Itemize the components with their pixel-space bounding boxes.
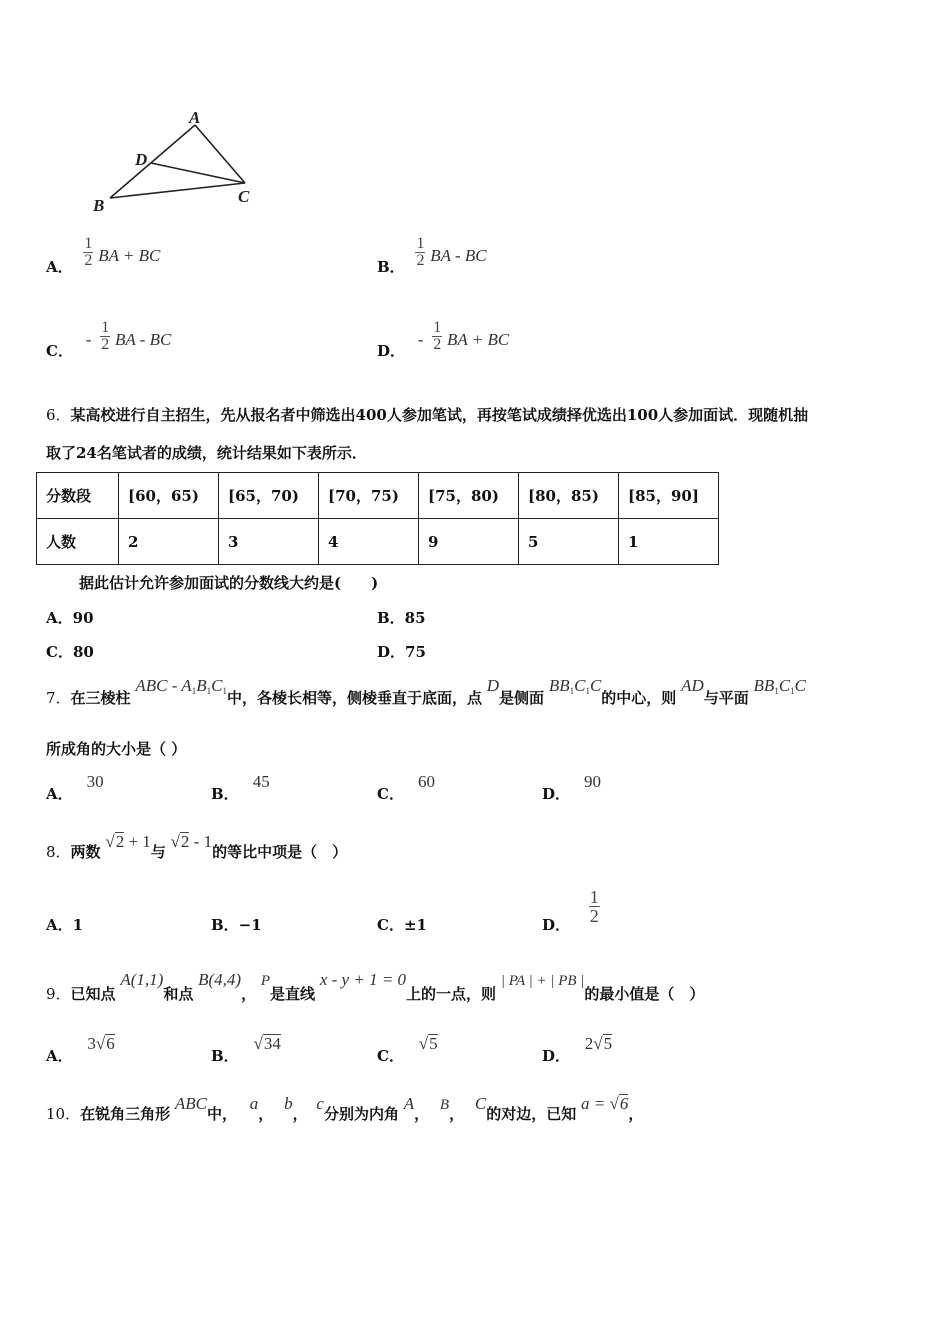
q7-option-b[interactable]: B．45: [211, 772, 270, 803]
vector-expr: BA - BC: [430, 246, 487, 265]
triangle-figure: [85, 105, 275, 225]
side-c: c: [316, 1094, 324, 1113]
q9-option-c[interactable]: C． √5: [377, 1034, 438, 1065]
q6-option-a[interactable]: A．90: [46, 609, 94, 627]
line-ad: AD: [681, 676, 704, 695]
question-number: 8．: [46, 843, 71, 861]
table-cell: [75，80): [419, 473, 519, 519]
table-row: [37, 519, 719, 565]
triangle-name: ABC: [174, 1094, 207, 1113]
fraction: $\frac{1}{2}$: [416, 235, 425, 269]
table-cell: 3: [219, 519, 319, 565]
plane-name: $BB_1C_1C$: [753, 676, 807, 696]
q10-text: 10．在锐角三角形 ABC中， a， b， c分别为内角 A， B， C的对边，已知 a = √6，: [46, 1094, 644, 1123]
side-a: a: [249, 1094, 259, 1113]
minus-sign: -: [417, 330, 424, 349]
q8-option-d[interactable]: D． $\frac{1}{2}$: [542, 887, 599, 934]
distance-expr: | PA | + | PB |: [500, 973, 585, 989]
q6-text-line1: 6．某高校进行自主招生，先从报名者中筛选出400人参加笔试，再按笔试成绩择优选出100人参加面试．现随机抽: [46, 406, 809, 424]
table-row: [37, 473, 719, 519]
q7-text-line2: 所成角的大小是（ ）: [46, 740, 187, 758]
line-equation: x - y + 1 = 0: [319, 970, 407, 989]
table-cell: [70，75): [319, 473, 419, 519]
side-b: b: [284, 1094, 293, 1113]
point-a: A(1,1): [120, 970, 164, 989]
question-number: 10．: [46, 1105, 81, 1123]
table-cell: 9: [419, 519, 519, 565]
vector-expr: BA + BC: [447, 330, 510, 349]
q8-option-b[interactable]: B．−1: [211, 916, 262, 934]
vector-expr: BA - BC: [114, 330, 172, 349]
face-name: $BB_1C_1C$: [548, 676, 602, 696]
option-label: A．: [46, 258, 73, 276]
q9-option-b[interactable]: B． √34: [211, 1034, 281, 1065]
q5-option-a[interactable]: [46, 236, 160, 277]
table-cell: 人数: [37, 519, 119, 565]
edge-bc: [110, 183, 245, 198]
angle-b: B: [439, 1097, 450, 1113]
point-b: B(4,4): [198, 970, 242, 989]
vector-expr: BA + BC: [98, 246, 161, 265]
label-b: B: [93, 196, 105, 215]
point-p: P: [260, 973, 271, 989]
edge-ab: [110, 125, 195, 198]
table-cell: 1: [619, 519, 719, 565]
q9-option-a[interactable]: A． 3√6: [46, 1034, 115, 1065]
q6-option-c[interactable]: C．80: [46, 643, 94, 661]
minus-sign: -: [85, 330, 92, 349]
label-c: C: [238, 187, 250, 206]
q9-text: 9．已知点 A(1,1)和点 B(4,4)， P是直线 x - y + 1 = 0上的一点，则 | PA | + | PB |的最小值是（ ）: [46, 970, 705, 1003]
question-number: 6．: [46, 406, 71, 424]
point-d: D: [486, 676, 500, 695]
table-cell: 2: [119, 519, 219, 565]
angle-c: C: [474, 1094, 487, 1113]
equation-a: a = √6: [581, 1094, 629, 1113]
q6-question: 据此估计允许参加面试的分数线大约是( ): [79, 574, 379, 592]
table-cell: [85，90]: [619, 473, 719, 519]
option-label: D．: [377, 342, 406, 360]
option-label: B．: [377, 258, 405, 276]
q7-text-line1: 7．在三棱柱 ABC - $A_1B_1C_1$中，各棱长相等，侧棱垂直于底面，点 D是侧面 $BB_1C_1C$的中心，则 AD与平面 $BB_1C_1C$: [46, 676, 807, 707]
q7-option-c[interactable]: C．60: [377, 772, 435, 803]
table-cell: [60，65): [119, 473, 219, 519]
q5-option-c[interactable]: [46, 320, 171, 361]
q6-text-line2: 取了24名笔试者的成绩，统计结果如下表所示．: [46, 444, 367, 462]
table-cell: 5: [519, 519, 619, 565]
q5-option-b[interactable]: [377, 236, 487, 277]
expr-sqrt2-minus-1: √2 - 1: [170, 832, 213, 851]
fraction: $\frac{1}{2}$: [589, 887, 599, 926]
score-table: [36, 472, 719, 565]
fraction: $\frac{1}{2}$: [84, 235, 93, 269]
angle-a: A: [403, 1094, 415, 1113]
fraction: $\frac{1}{2}$: [101, 319, 110, 353]
q7-option-a[interactable]: A．30: [46, 772, 104, 803]
prism-name: ABC - $A_1B_1C_1$: [135, 676, 227, 696]
label-a: A: [189, 108, 201, 127]
fraction: $\frac{1}{2}$: [433, 319, 442, 353]
q8-option-a[interactable]: A．1: [46, 916, 84, 934]
label-d: D: [135, 150, 148, 169]
q6-option-d[interactable]: D．75: [377, 643, 426, 661]
q7-option-d[interactable]: D．90: [542, 772, 602, 803]
q8-text: 8．两数 √2 + 1与 √2 - 1的等比中项是（ ）: [46, 832, 348, 861]
question-number: 9．: [46, 985, 71, 1003]
q6-option-b[interactable]: B．85: [377, 609, 426, 627]
q9-option-d[interactable]: D． 2√5: [542, 1034, 613, 1065]
expr-sqrt2-plus-1: √2 + 1: [105, 832, 151, 851]
q5-option-d[interactable]: [377, 320, 509, 361]
q8-option-c[interactable]: C．±1: [377, 916, 427, 934]
option-label: C．: [46, 342, 73, 360]
table-cell: [80，85): [519, 473, 619, 519]
table-cell: 分数段: [37, 473, 119, 519]
table-cell: 4: [319, 519, 419, 565]
table-cell: [65，70): [219, 473, 319, 519]
question-number: 7．: [46, 689, 71, 707]
